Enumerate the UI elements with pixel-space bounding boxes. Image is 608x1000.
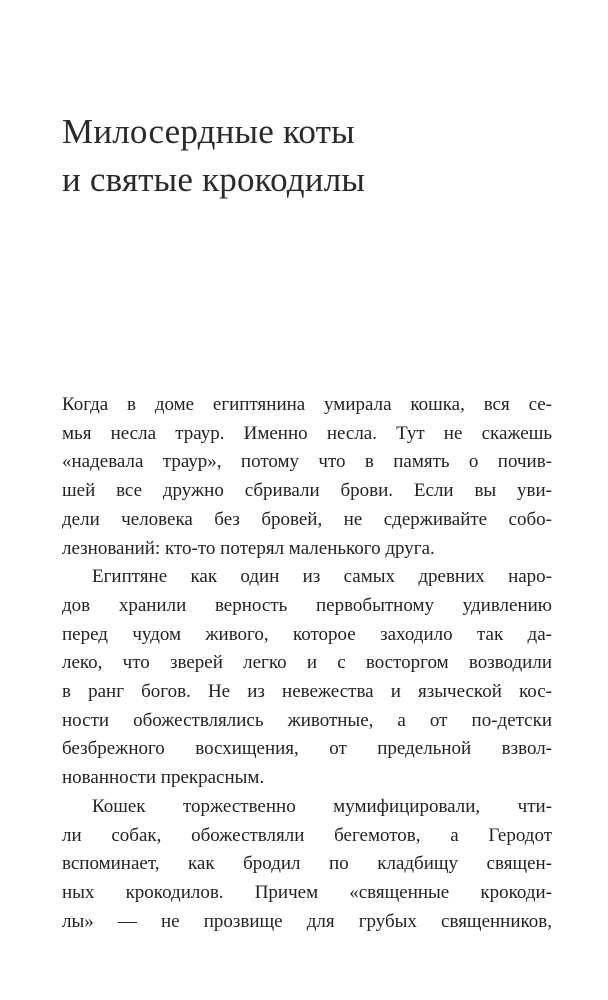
text-line: нованности прекрасным. <box>62 767 265 789</box>
chapter-title <box>62 108 562 204</box>
text-line: мья несла траур. Именно несла. Тут не скажешь <box>62 422 552 444</box>
text-line: дов хранили верность первобытному удивлению <box>62 594 552 616</box>
chapter-title-line: Милосердные коты <box>62 112 355 151</box>
text-line: шей все дружно сбривали брови. Если вы уви- <box>62 480 552 502</box>
text-line: ности обожествлялись животные, а от по-детски <box>62 709 552 731</box>
text-line: лы» — не прозвище для грубых священников, <box>62 910 552 932</box>
text-line: безбрежного восхищения, от предельной взвол- <box>62 738 552 760</box>
text-line: Египтяне как один из самых древних наро- <box>92 566 552 588</box>
text-line: перед чудом живого, которое заходило так да- <box>62 623 552 645</box>
text-line: леко, что зверей легко и с восторгом возводили <box>62 652 552 674</box>
chapter-title-line: и святые крокодилы <box>62 160 366 199</box>
paragraph <box>62 793 552 937</box>
text-line: вспоминает, как бродил по кладбищу священ- <box>62 853 552 875</box>
paragraph <box>62 391 552 563</box>
text-line: дели человека без бровей, не сдерживайте собо- <box>62 508 552 530</box>
body-text <box>62 391 552 936</box>
text-line: в ранг богов. Не из невежества и языческой кос- <box>62 681 552 703</box>
text-line: Кошек торжественно мумифицировали, чти- <box>92 795 552 817</box>
text-line: «надевала траур», потому что в память о почив- <box>62 451 552 473</box>
paragraph <box>62 563 552 793</box>
text-line: Когда в доме египтянина умирала кошка, вся се- <box>62 394 552 415</box>
text-line: ли собак, обожествляли бегемотов, а Геродот <box>62 824 552 846</box>
text-line: ных крокодилов. Причем «священные крокоди- <box>62 881 552 903</box>
text-line: лезнований: кто-то потерял маленького друга. <box>62 537 435 559</box>
